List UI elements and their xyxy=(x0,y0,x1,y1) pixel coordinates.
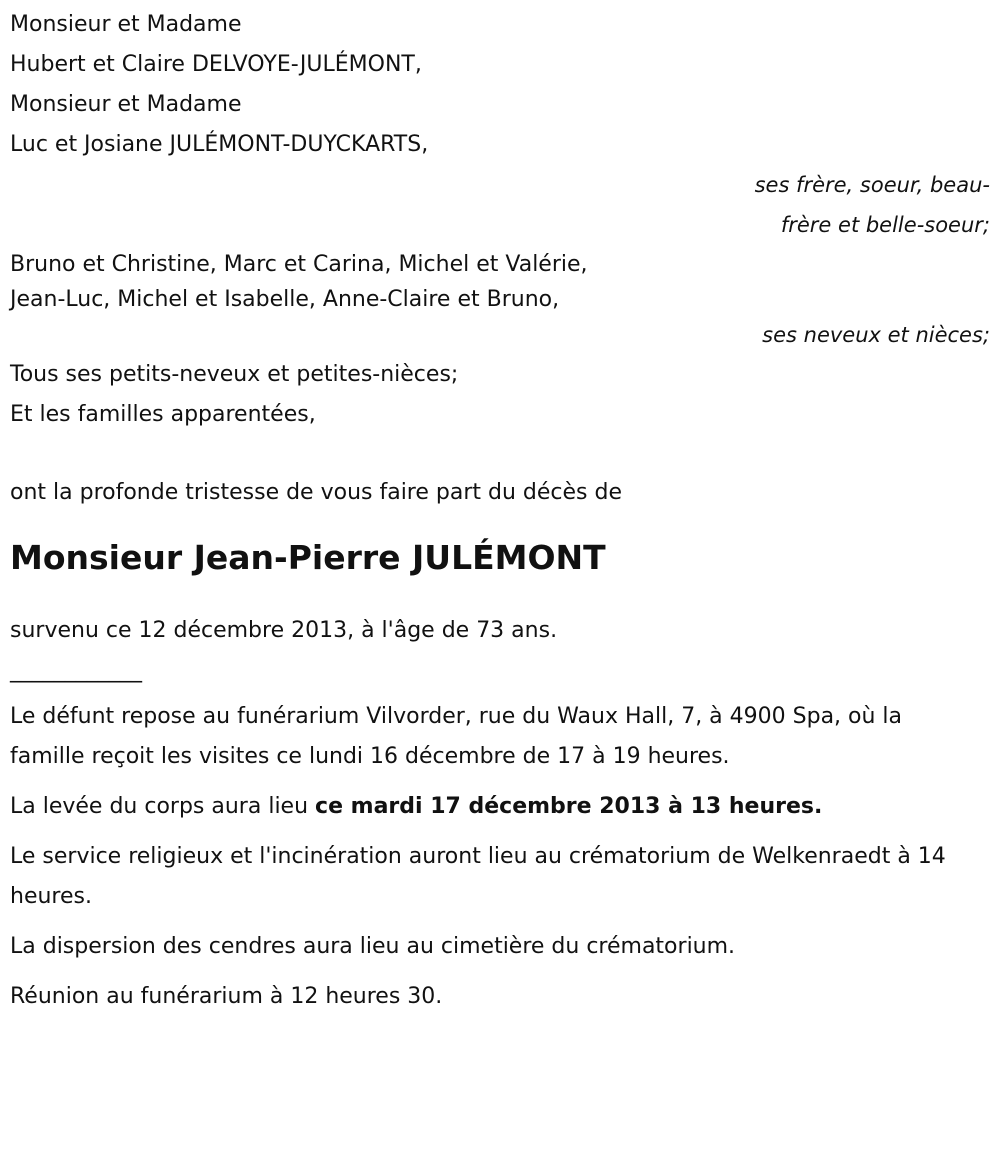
levee-date: ce mardi 17 décembre 2013 à 13 heures. xyxy=(315,794,823,819)
separator: ____________ xyxy=(10,658,142,683)
family-line: Bruno et Christine, Marc et Carina, Michel et Valérie, xyxy=(10,252,588,277)
reunion-info: Réunion au funérarium à 12 heures 30. xyxy=(10,984,443,1009)
family-line: Monsieur et Madame xyxy=(10,92,242,117)
dispersion-info: La dispersion des cendres aura lieu au cimetière du crématorium. xyxy=(10,934,736,959)
family-role: ses frère, soeur, beau-frère et belle-soeur; xyxy=(754,173,990,237)
family-role: ses neveux et nièces; xyxy=(762,323,990,347)
family-line: Et les familles apparentées, xyxy=(10,402,316,427)
levee-prefix: La levée du corps aura lieu xyxy=(10,794,316,819)
family-line: Luc et Josiane JULÉMONT-DUYCKARTS, xyxy=(10,132,429,157)
family-line: Monsieur et Madame xyxy=(10,12,242,37)
family-line: Tous ses petits-neveux et petites-nièces; xyxy=(10,362,459,387)
service-info: Le service religieux et l'incinération auront lieu au crématorium de Welkenraedt à 14 heures. xyxy=(10,844,946,909)
levee-info xyxy=(10,787,970,827)
rest-info: Le défunt repose au funérarium Vilvorder, rue du Waux Hall, 7, à 4900 Spa, où la famille reçoit les visites ce lundi 16 décembre de 17 à 19 heures. xyxy=(10,704,903,769)
obituary-notice xyxy=(10,5,990,1027)
announcement: ont la profonde tristesse de vous faire part du décès de xyxy=(10,480,622,505)
family-line: Jean-Luc, Michel et Isabelle, Anne-Claire et Bruno, xyxy=(10,287,560,312)
deceased-name: Monsieur Jean-Pierre JULÉMONT xyxy=(10,538,606,577)
family-line: Hubert et Claire DELVOYE-JULÉMONT, xyxy=(10,52,422,77)
death-info: survenu ce 12 décembre 2013, à l'âge de 73 ans. xyxy=(10,618,558,643)
